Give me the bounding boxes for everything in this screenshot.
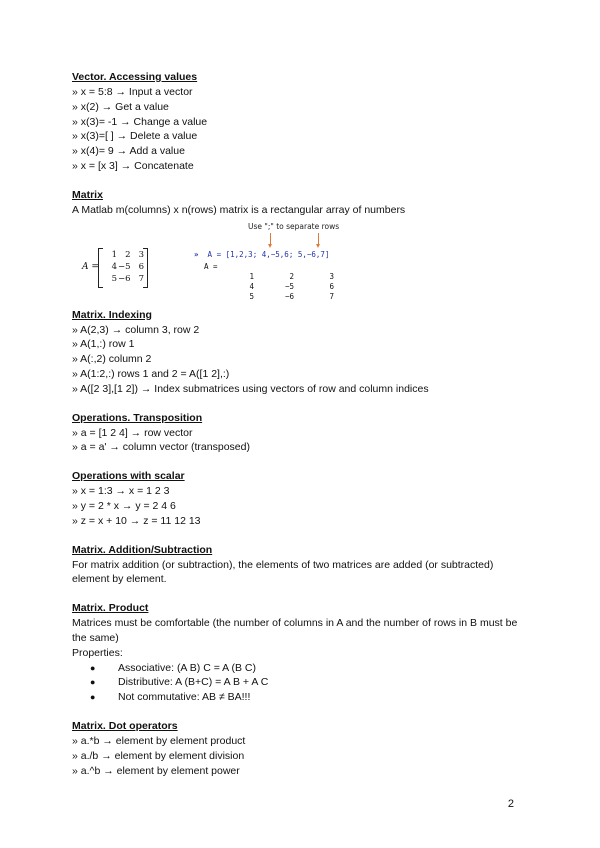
annotation-arrow [318, 233, 319, 245]
scalar-line: » y = 2 * x → y = 2 4 6 [72, 499, 176, 512]
indexing-line: » A([2 3],[1 2]) → Index submatrices using vectors of row and column indices [72, 382, 429, 395]
indexing-line: » A(1,:) row 1 [72, 338, 135, 351]
vector-line: » x(2) → Get a value [72, 100, 169, 113]
math-matrix-row: 4 −5 6 [111, 261, 144, 272]
bullet-dot: ● [90, 677, 96, 688]
section-title-matrix: Matrix [72, 188, 103, 201]
document-body [72, 70, 532, 778]
page-number: 2 [507, 798, 514, 810]
code-output-row: 1 2 3 [249, 271, 334, 281]
bullet-dot: ● [90, 662, 96, 673]
section-title-vector: Vector. Accessing values [72, 71, 198, 83]
math-matrix-row: 1 2 3 [111, 249, 144, 260]
transposition-line: » a = a' → column vector (transposed) [72, 441, 250, 454]
prompt-symbol: » [194, 249, 199, 259]
transposition-line: » a = [1 2 4] → row vector [72, 426, 193, 439]
addition-text: For matrix addition (or subtraction), the elements of two matrices are added (or subtracted) element by element. [72, 558, 494, 586]
indexing-line: » A(:,2) column 2 [72, 353, 152, 366]
dot-operator-line: » a.*b → element by element product [72, 734, 246, 747]
section-title-product: Matrix. Product [72, 602, 149, 615]
math-matrix-label: A = [82, 261, 99, 272]
math-matrix-row: 5 −6 7 [111, 273, 144, 284]
math-matrix [98, 246, 148, 290]
code-output-row: 4 −5 6 [249, 281, 334, 291]
vector-line: » x(3)=[ ] → Delete a value [72, 130, 198, 143]
section-title-transposition: Operations. Transposition [72, 411, 203, 424]
dot-operator-line: » a.^b → element by element power [72, 764, 240, 777]
bullet-dot: ● [90, 692, 96, 703]
matrix-description: A Matlab m(columns) x n(rows) matrix is a rectangular array of numbers [72, 203, 406, 216]
scalar-line: » x = 1:3 → x = 1 2 3 [72, 485, 170, 498]
indexing-line: » A(2,3) → column 3, row 2 [72, 323, 200, 336]
annotation-arrow [270, 233, 271, 245]
code-annotation: Use ";" to separate rows [248, 221, 340, 231]
matrix-figure [72, 221, 532, 308]
product-text: Matrices must be comfortable (the number of columns in A and the number of rows in B must be the same) [72, 617, 518, 644]
section-title-indexing: Matrix. Indexing [72, 308, 152, 321]
matlab-code-snippet [194, 221, 494, 308]
dot-operator-line: » a./b → element by element division [72, 749, 245, 762]
indexing-line: » A(1:2,:) rows 1 and 2 = A([1 2],:) [72, 367, 230, 380]
vector-line: » x = [x 3] → Concatenate [72, 159, 194, 172]
section-title-addition: Matrix. Addition/Subtraction [72, 543, 213, 556]
vector-line: » x = 5:8 → Input a vector [72, 86, 193, 98]
property-item: ● Distributive: A (B+C) = A B + A C [90, 676, 269, 689]
code-command: » A = [1,2,3; 4,−5,6; 5,−6,7] [194, 249, 330, 259]
vector-line: » x(3)= -1 → Change a value [72, 115, 208, 128]
property-item: ● Associative: (A B) C = A (B C) [90, 661, 257, 674]
vector-line: » x(4)= 9 → Add a value [72, 145, 185, 158]
code-output-label: A = [204, 261, 218, 271]
section-title-dot-operators: Matrix. Dot operators [72, 719, 178, 732]
scalar-line: » z = x + 10 → z = 11 12 13 [72, 514, 201, 527]
section-title-scalar: Operations with scalar [72, 470, 185, 483]
property-item: ● Not commutative: AB ≠ BA!!! [90, 691, 251, 704]
code-output-row: 5 −6 7 [249, 291, 334, 301]
left-bracket [98, 248, 103, 288]
properties-label: Properties: [72, 646, 123, 659]
